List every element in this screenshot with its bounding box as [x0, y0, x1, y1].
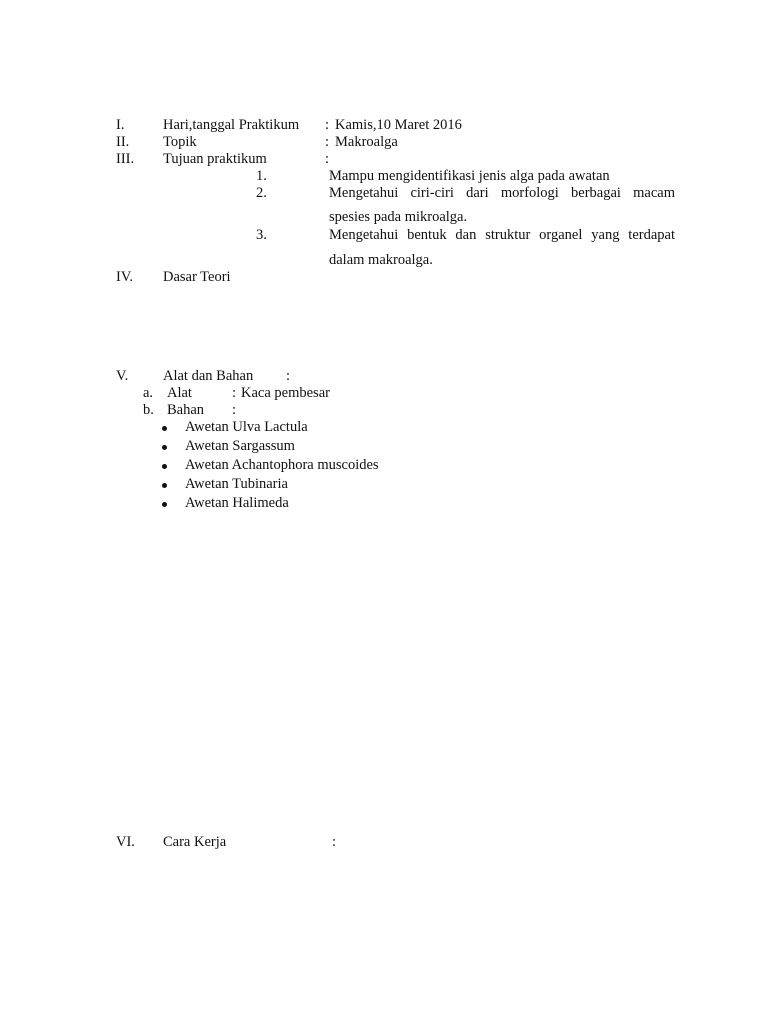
section-1-colon: :	[325, 117, 330, 133]
section-1-number: I.	[116, 117, 125, 133]
section-1-label: Hari,tanggal Praktikum	[163, 117, 300, 133]
bahan-item-5: Awetan Halimeda	[185, 495, 289, 511]
section-6-colon: :	[332, 834, 337, 850]
goal-1-number: 1.	[256, 168, 267, 184]
alat-value: Kaca pembesar	[241, 385, 330, 401]
alat-letter: a.	[143, 385, 154, 401]
section-5-colon: :	[286, 368, 291, 384]
section-2-label: Topik	[163, 134, 197, 150]
section-2-value: Makroalga	[335, 134, 398, 150]
section-4-label: Dasar Teori	[163, 269, 231, 285]
bullet-icon	[162, 445, 167, 450]
bullet-icon	[162, 464, 167, 469]
section-5-label: Alat dan Bahan	[163, 368, 254, 384]
section-2-colon: :	[325, 134, 330, 150]
alat-colon: :	[232, 385, 237, 401]
goal-2-text-line2: spesies pada mikroalga.	[329, 209, 468, 225]
section-3-label: Tujuan praktikum	[163, 151, 267, 167]
section-6-number: VI.	[116, 834, 135, 850]
goal-3-number: 3.	[256, 227, 267, 243]
goal-3-text-line2: dalam makroalga.	[329, 252, 433, 268]
bahan-item-4: Awetan Tubinaria	[185, 476, 288, 492]
bahan-item-2: Awetan Sargassum	[185, 438, 295, 454]
bullet-icon	[162, 502, 167, 507]
goal-3-text-line1: Mengetahui bentuk dan struktur organel yang terdapat	[329, 227, 675, 243]
bahan-label: Bahan	[167, 402, 205, 418]
bahan-item-3: Awetan Achantophora muscoides	[185, 457, 379, 473]
section-5-number: V.	[116, 368, 129, 384]
section-4-number: IV.	[116, 269, 134, 285]
section-2-number: II.	[116, 134, 130, 150]
goal-2-number: 2.	[256, 185, 267, 201]
section-3-colon: :	[325, 151, 330, 167]
bullet-icon	[162, 483, 167, 488]
section-3-number: III.	[116, 151, 135, 167]
section-6-label: Cara Kerja	[163, 834, 227, 850]
goal-1-text: Mampu mengidentifikasi jenis alga pada awatan	[329, 168, 610, 184]
bahan-colon: :	[232, 402, 237, 418]
alat-label: Alat	[167, 385, 192, 401]
goal-2-text-line1: Mengetahui ciri-ciri dari morfologi berbagai macam	[329, 185, 675, 201]
section-1-value: Kamis,10 Maret 2016	[335, 117, 462, 133]
bahan-item-1: Awetan Ulva Lactula	[185, 419, 308, 435]
bullet-icon	[162, 426, 167, 431]
bahan-letter: b.	[143, 402, 154, 418]
